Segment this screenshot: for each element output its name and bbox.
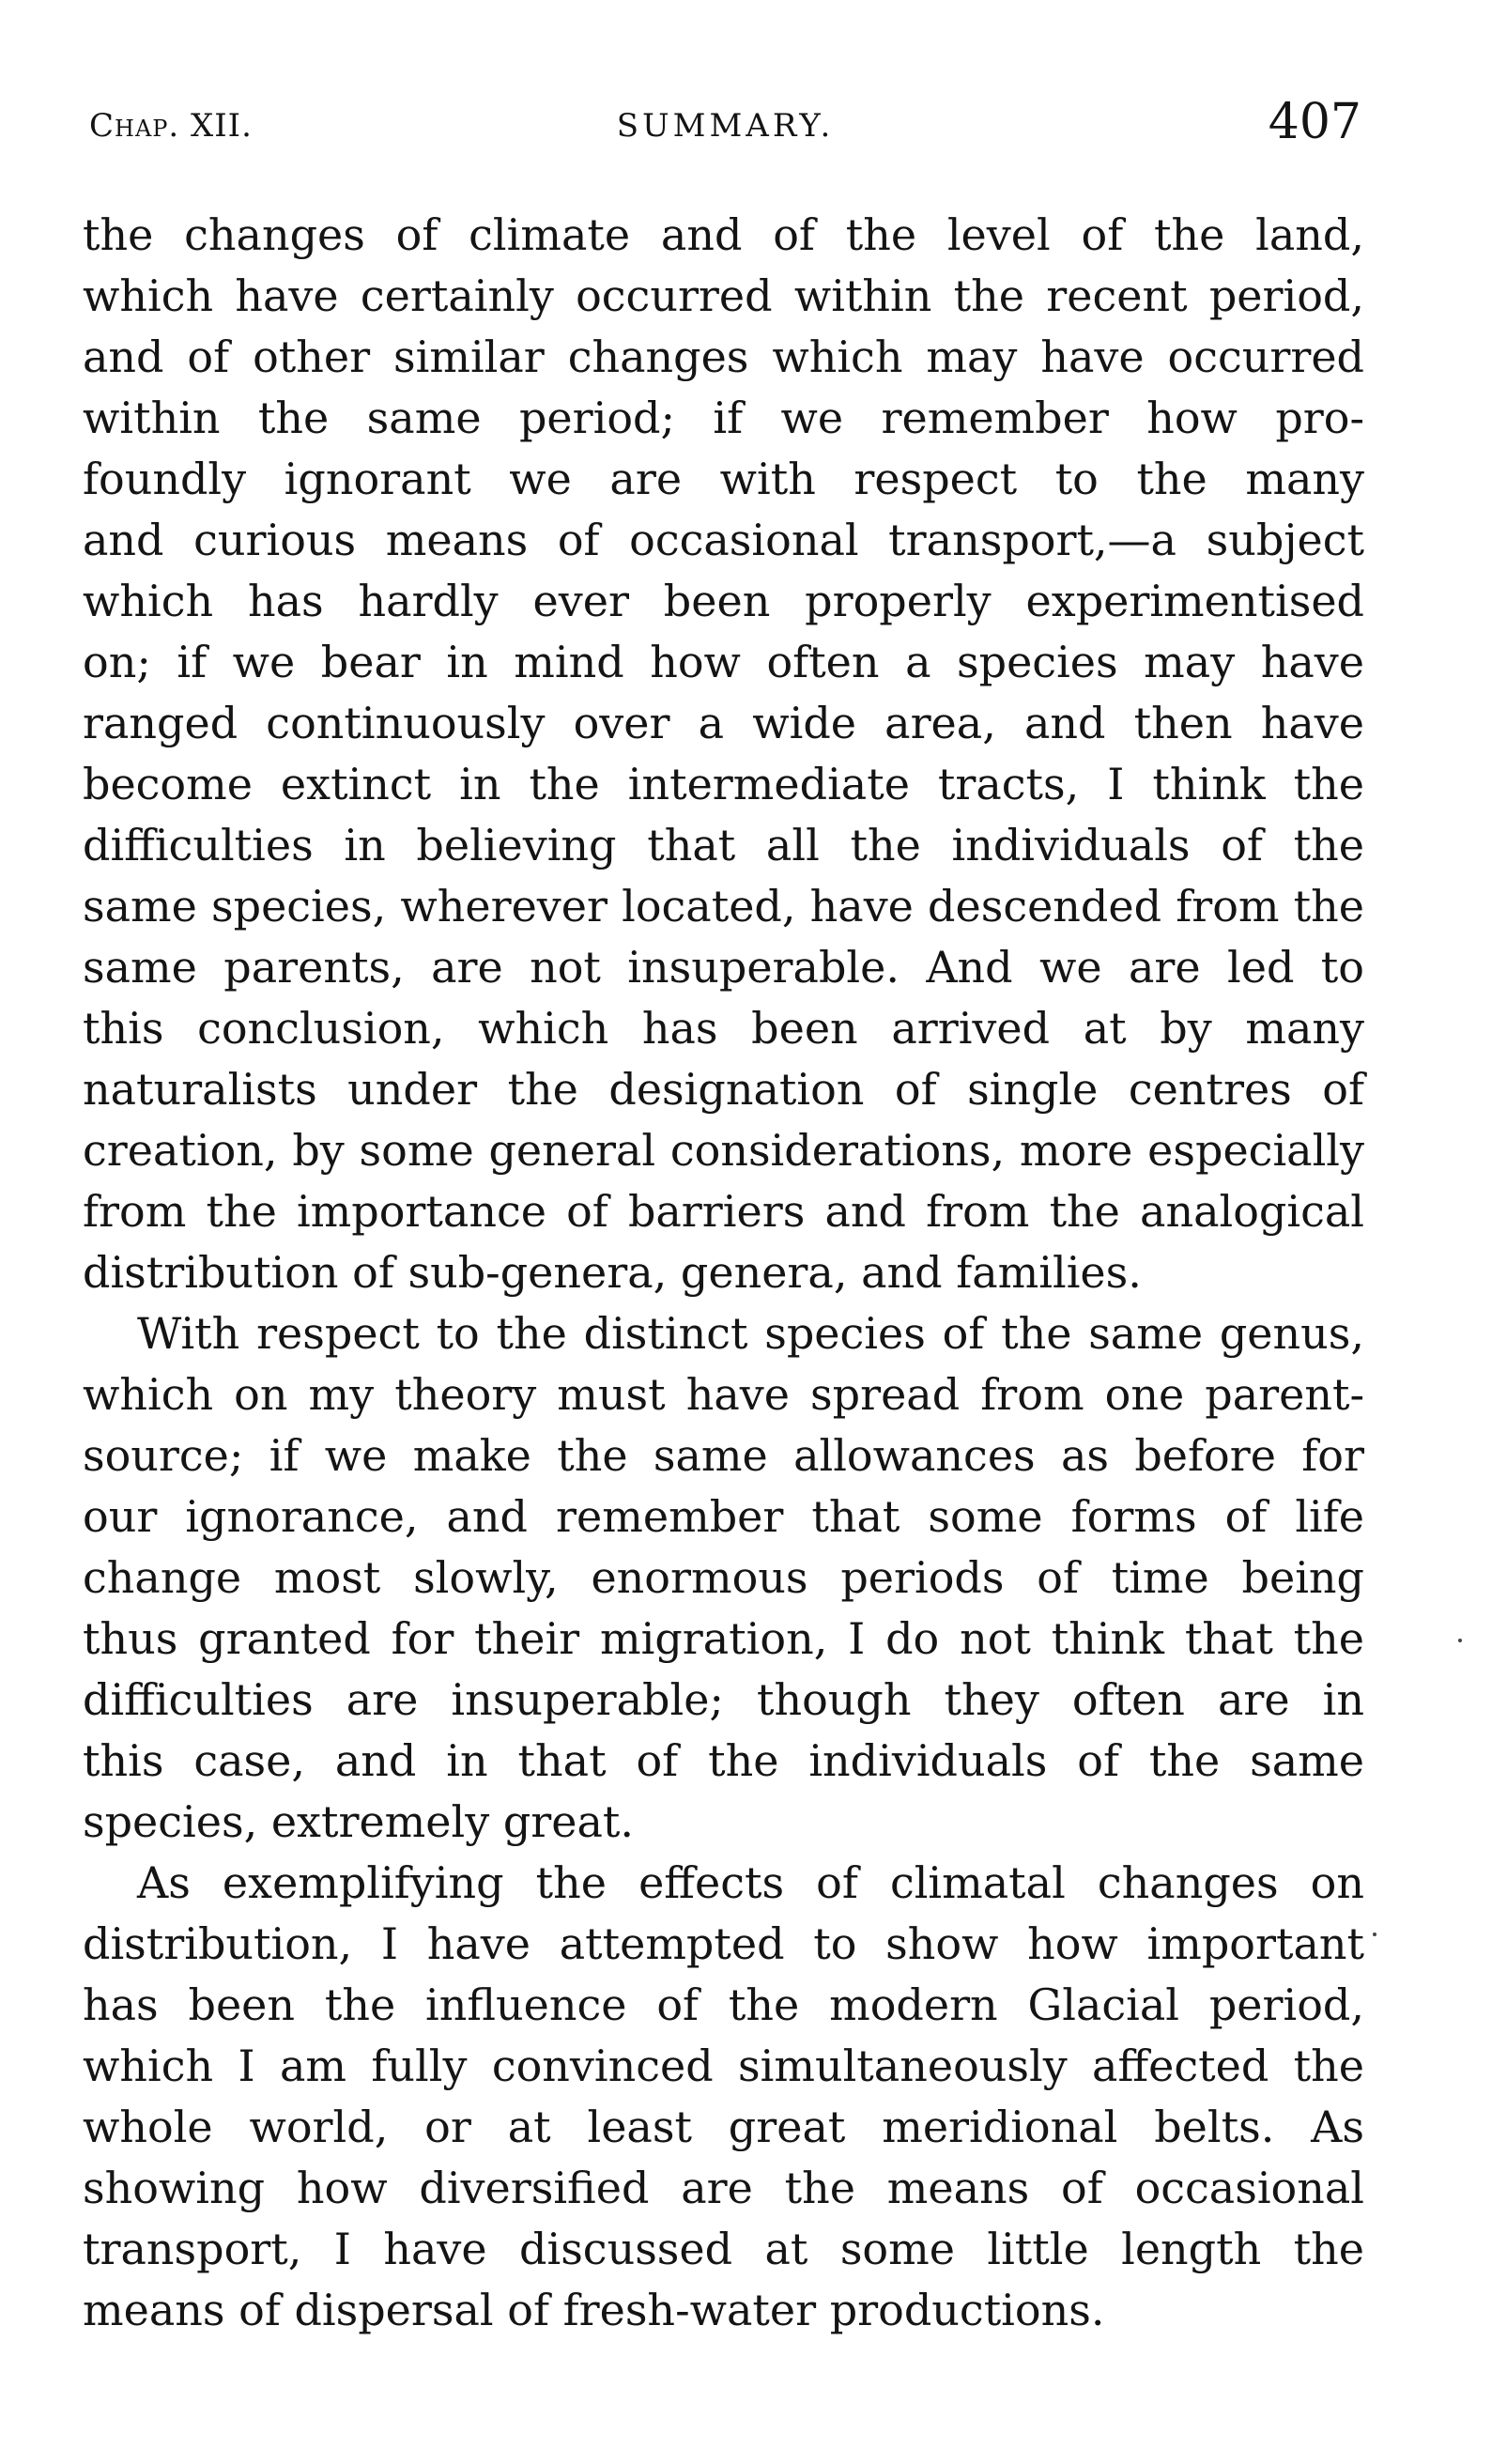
text-line: on; if we bear in mind how often a species may have xyxy=(83,637,1364,687)
text-line: source; if we make the same allowances as before for xyxy=(83,1430,1364,1481)
text-line: and of other similar changes which may have occurred xyxy=(83,331,1364,382)
chapter-label: Chap. XII. xyxy=(89,107,253,145)
running-head xyxy=(89,94,1361,160)
text-line: difficulties in believing that all the individuals of the xyxy=(83,820,1364,870)
text-line: creation, by some general considerations, more especially xyxy=(83,1125,1364,1176)
text-line: and curious means of occasional transport,—a subject xyxy=(83,515,1364,565)
text-line: same species, wherever located, have descended from the xyxy=(83,881,1364,932)
text-line: As exemplifying the effects of climatal changes on xyxy=(137,1857,1364,1908)
page-number: 407 xyxy=(1268,94,1361,150)
text-line: same parents, are not insuperable. And we are led to xyxy=(83,942,1364,993)
text-line: foundly ignorant we are with respect to the many xyxy=(83,454,1364,504)
text-line: transport, I have discussed at some little length the xyxy=(83,2224,1364,2274)
print-speck xyxy=(1373,1933,1376,1936)
text-line: has been the influence of the modern Glacial period, xyxy=(83,1979,1364,2030)
text-line: distribution, I have attempted to show how important xyxy=(83,1918,1364,1969)
text-line: from the importance of barriers and from the analogical xyxy=(83,1186,1364,1237)
text-line: naturalists under the designation of single centres of xyxy=(83,1064,1364,1115)
text-line: change most slowly, enormous periods of time being xyxy=(83,1552,1364,1603)
text-line: species, extremely great. xyxy=(83,1796,635,1847)
text-line: With respect to the distinct species of the same genus, xyxy=(137,1308,1364,1359)
text-line: which has hardly ever been properly experimentised xyxy=(83,576,1364,626)
text-line: the changes of climate and of the level of the land, xyxy=(83,209,1364,260)
text-line: thus granted for their migration, I do not think that the xyxy=(83,1613,1364,1664)
print-speck xyxy=(1458,1639,1462,1642)
text-line: become extinct in the intermediate tracts, I think the xyxy=(83,759,1364,809)
text-line: which I am fully convinced simultaneously affected the xyxy=(83,2040,1364,2091)
text-line: this case, and in that of the individuals of the same xyxy=(83,1735,1364,1786)
text-line: within the same period; if we remember how pro- xyxy=(83,393,1364,443)
text-line: distribution of sub-genera, genera, and families. xyxy=(83,1247,1142,1298)
text-line: means of dispersal of fresh-water productions. xyxy=(83,2285,1105,2335)
body-text xyxy=(83,205,1364,2341)
text-line: ranged continuously over a wide area, and then have xyxy=(83,698,1364,748)
text-line: this conclusion, which has been arrived at by many xyxy=(83,1003,1364,1054)
section-title: SUMMARY. xyxy=(616,107,835,145)
text-line: which on my theory must have spread from one parent- xyxy=(83,1369,1364,1420)
text-line: whole world, or at least great meridional belts. As xyxy=(83,2102,1364,2152)
text-line: which have certainly occurred within the recent period, xyxy=(83,270,1364,321)
text-line: difficulties are insuperable; though they often are in xyxy=(83,1674,1364,1725)
text-line: our ignorance, and remember that some forms of life xyxy=(83,1491,1364,1542)
text-line: showing how diversified are the means of occasional xyxy=(83,2163,1364,2213)
